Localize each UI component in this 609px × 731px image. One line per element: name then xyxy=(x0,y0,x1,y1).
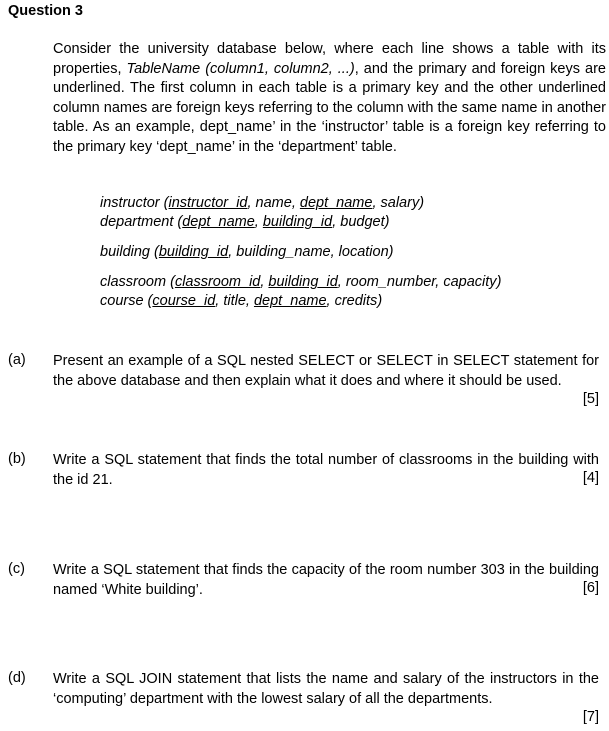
table-name: classroom xyxy=(100,274,167,290)
schema-line-course: course (course_id, title, dept_name, credits) xyxy=(100,293,383,309)
key-column: classroom_id xyxy=(174,274,261,290)
key-column: instructor_id xyxy=(168,195,248,211)
schema-line-department: department (dept_name, building_id, budget) xyxy=(100,214,390,230)
question-d-text: Write a SQL JOIN statement that lists the name and salary of the instructors in the ‘computing’ department with the lowest salary of all the departments. xyxy=(53,671,599,707)
table-name: course xyxy=(100,293,144,309)
question-c-text: Write a SQL statement that finds the capacity of the room number 303 in the building named ‘White building’. xyxy=(53,562,599,598)
schema-line-instructor: instructor (instructor_id, name, dept_name, salary) xyxy=(100,195,425,211)
question-b-label: (b) xyxy=(8,451,26,467)
question-d-marks: [7] xyxy=(582,709,599,725)
question-b-marks: [4] xyxy=(582,470,599,486)
key-column: dept_name xyxy=(253,293,327,309)
intro-text-2: , and the primary and foreign keys are underlined. The first column in each table is a primary key and the other underlined column names are foreign keys referring to the column with the same name in another table. As an example, dept_name’ in the ‘instructor’ table is a foreign key referring to the primary key ‘dept_name’ in the ‘department’ table. xyxy=(53,60,606,155)
column: credits xyxy=(334,293,378,309)
key-column: dept_name xyxy=(182,214,255,230)
question-a-text: Present an example of a SQL nested SELECT or SELECT in SELECT statement for the above database and then explain what it does and where it should be used. xyxy=(53,353,599,389)
key-column: building_id xyxy=(268,274,338,290)
key-column: course_id xyxy=(152,293,216,309)
column: name xyxy=(255,195,292,211)
intro-table-format: TableName (column1, column2, ...) xyxy=(126,60,355,77)
question-title: Question 3 xyxy=(8,3,83,19)
table-name: department xyxy=(100,214,174,230)
question-c-marks: [6] xyxy=(582,580,599,596)
question-b-text: Write a SQL statement that finds the total number of classrooms in the building with the id 21. xyxy=(53,452,599,488)
key-column: building_id xyxy=(262,214,333,230)
key-column: building_id xyxy=(158,244,229,260)
intro-paragraph xyxy=(53,40,606,157)
column: capacity xyxy=(443,274,497,290)
key-column: dept_name xyxy=(299,195,373,211)
column: budget xyxy=(340,214,385,230)
table-name: building xyxy=(100,244,150,260)
table-name: instructor xyxy=(100,195,160,211)
column: room_number xyxy=(345,274,436,290)
column: salary xyxy=(380,195,420,211)
column: title xyxy=(223,293,246,309)
question-d-label: (d) xyxy=(8,670,26,686)
schema-line-building: building (building_id, building_name, location) xyxy=(100,244,394,260)
question-a-label: (a) xyxy=(8,352,26,368)
column: building_name xyxy=(236,244,331,260)
question-c-label: (c) xyxy=(8,561,25,577)
question-a-marks: [5] xyxy=(582,391,599,407)
column: location xyxy=(338,244,389,260)
intro-text-1: Consider the university database below, where each line shows a table with its properties, xyxy=(53,41,606,77)
schema-line-classroom: classroom (classroom_id, building_id, room_number, capacity) xyxy=(100,274,502,290)
